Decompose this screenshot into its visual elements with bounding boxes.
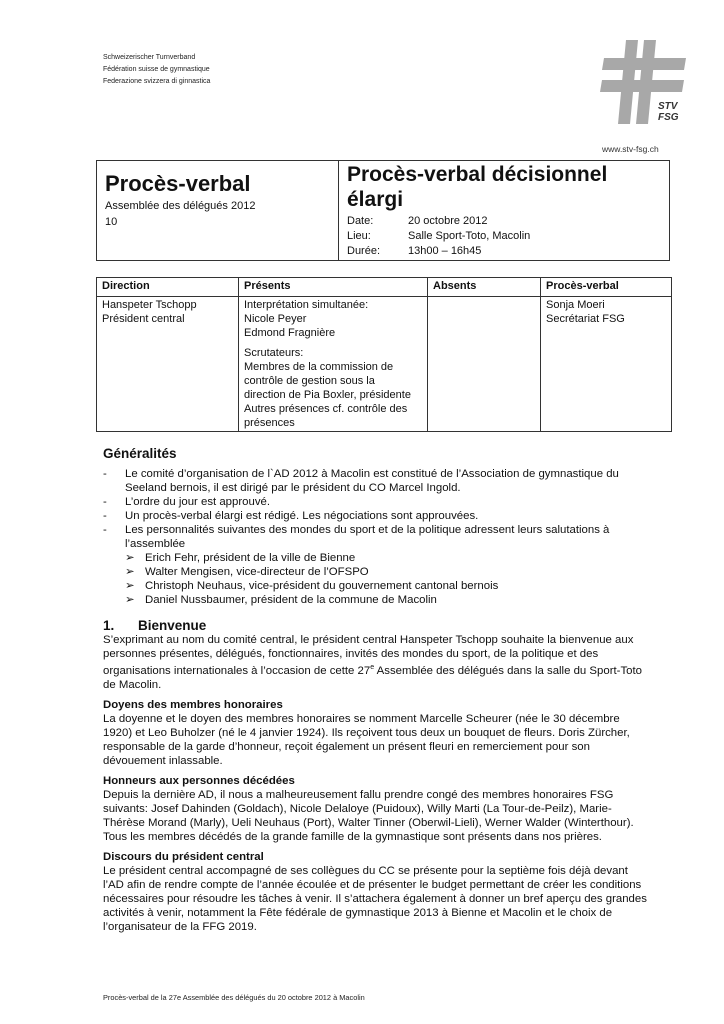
arrow-bullet-icon: ➢ [125,580,135,592]
header-right [339,161,669,259]
subheading-discours: Discours du président central [103,850,264,863]
logo-text-stv: STV [658,101,678,112]
meta-label: Lieu: [347,230,371,242]
col-header-present: Présents [239,278,428,297]
list-item: - L’ordre du jour est approuvé. [103,496,271,508]
section-heading [103,619,651,633]
header-left [97,161,339,260]
meta-value: Salle Sport-Toto, Macolin [408,230,531,242]
org-line-fr: Fédération suisse de gymnastique [103,66,210,73]
cell-absent [428,297,541,432]
col-header-absent: Absents [428,278,541,297]
guest-text: Christoph Neuhaus, vice-président du gouvernement cantonal bernois [145,580,499,592]
present-line: Interprétation simultanée: [244,299,369,311]
section-title-generalites: Généralités [103,446,177,461]
meta-label: Durée: [347,245,381,257]
present-line: contrôle de gestion sous la [244,375,375,387]
meta-date [347,214,661,229]
col-header-minutes: Procès-verbal [541,278,672,297]
section-number: 1. [103,618,115,633]
welcome-text: S’exprimant au nom du comité central, le président central Hanspeter Tschopp souhaite la bienvenue aux personnes présentes, délégués, fonctionnaires, invités des mondes du sport, de la politique et des organisations internationales à l’occasion de cette 27 [103,634,634,677]
list-item-text: L’ordre du jour est approuvé. [125,496,271,508]
present-line: Edmond Fragnière [244,327,336,339]
present-line: Nicole Peyer [244,313,307,325]
table-row [97,297,672,432]
document-body [103,447,651,934]
guest-item [103,593,651,607]
welcome-text-end: Assemblée des délégués dans la salle du Sport-Toto de Macolin. [103,664,642,691]
org-line-de: Schweizerischer Turnverband [103,54,196,61]
subheading-doyens: Doyens des membres honoraires [103,698,283,711]
meta-value: 13h00 – 16h45 [408,245,482,257]
minutes-taker: Sonja Moeri [546,299,605,311]
arrow-bullet-icon: ➢ [125,566,135,578]
website-link[interactable]: www.stv-fsg.ch [602,144,659,154]
guest-text: Daniel Nussbaumer, président de la commune de Macolin [145,594,437,606]
assembly-name: Assemblée des délégués 2012 [105,200,256,212]
meeting-meta [347,214,661,259]
present-line: direction de Pia Boxler, présidente [244,389,411,401]
list-item-text: Les personnalités suivantes des mondes du sport et de la politique adressent leurs salutations à l’assemblée [125,524,610,550]
org-line-it: Federazione svizzera di ginnastica [103,78,211,85]
paragraph-discours: Le président central accompagné de ses collègues du CC se présente pour la septième fois déjà devant l’AD afin de rendre compte de l’année écoulée et de présenter le budget permettant de créer les conditions nécessaires pour résoudre les tâches à venir. Il s’attachera également à donner un bref aperçu des grandes activités à venir, notamment la Fête fédérale de gymnastique 2013 à Bienne et Macolin et le choix de l’organisateur de la FFG 2019. [103,864,647,933]
logo-text-fsg: FSG [658,112,679,123]
list-item: - Les personnalités suivantes des mondes du sport et de la politique adressent leurs salutations à l’assemblée [103,523,651,551]
list-item-text: Le comité d’organisation de l`AD 2012 à Macolin est constitué de l’Association de gymnastique du Seeland bernois, il est dirigé par le président du CO Marcel Ingold. [125,468,619,494]
logo-graphic [600,34,688,124]
guest-text: Erich Fehr, président de la ville de Bienne [145,552,356,564]
table-header-row [97,278,672,297]
list-item-text: Un procès-verbal élargi est rédigé. Les négociations sont approuvées. [125,510,479,522]
stv-fsg-logo [600,34,688,124]
paragraph-honneurs: Depuis la dernière AD, il nous a malheureusement fallu prendre congé des membres honoraires FSG suivants: Josef Dahinden (Goldach), Nicole Delaloye (Puidoux), Willy Marti (La Tour-de-Peilz), Marie-Thérèse Morand (Marly), Ueli Neuhaus (Port), Walter Tinner (Oberwil-Lieli), Werner Walder (Winterthour). Tous les membres décédés de la grande famille de la gymnastique sont présents dans nos prières. [103,788,634,843]
paragraph-doyens: La doyenne et le doyen des membres honoraires se nomment Marcelle Scheurer (née le 30 décembre 1920) et Leo Buholzer (né le 4 janvier 1924). Ils reçoivent tous deux un bouquet de fleurs. Doris Zürcher, responsable de la garde d’honneur, reçoit également un présent fleuri en remerciement pour son dévouement inlassable. [103,712,630,767]
section-bienvenue [103,619,651,934]
meta-value: 20 octobre 2012 [408,215,488,227]
attendance-table [96,277,672,432]
document-title: Procès-verbal [105,171,251,196]
guest-item [103,565,651,579]
direction-role: Président central [102,313,185,325]
subheading-honneurs: Honneurs aux personnes décédées [103,774,295,787]
present-line: Membres de la commission de [244,361,394,373]
section-title: Bienvenue [138,618,207,633]
ordinal-suffix: e [370,664,375,671]
assembly-number: 10 [105,216,118,228]
present-line: Scrutateurs: [244,347,304,359]
cell-direction [97,297,239,432]
header-box [96,160,670,261]
guest-item [103,579,651,593]
guest-item [103,551,651,565]
present-line: Autres présences cf. contrôle des [244,403,408,415]
meta-location [347,229,661,244]
minutes-taker-org: Secrétariat FSG [546,313,625,325]
cell-minutes [541,297,672,432]
meta-label: Date: [347,215,374,227]
col-header-direction: Direction [97,278,239,297]
list-item: - Le comité d’organisation de l`AD 2012 à Macolin est constitué de l’Association de gymnastique du Seeland bernois, il est dirigé par le président du CO Marcel Ingold. [103,467,651,495]
minutes-type-title: Procès-verbal décisionnel élargi [347,163,608,211]
list-item: - Un procès-verbal élargi est rédigé. Les négociations sont approuvées. [103,510,479,522]
arrow-bullet-icon: ➢ [125,552,135,564]
meta-duration [347,244,661,259]
organization-names [103,52,210,88]
direction-name: Hanspeter Tschopp [102,299,197,311]
page-footer: Procès-verbal de la 27e Assemblée des délégués du 20 octobre 2012 à Macolin [103,993,365,1002]
welcome-paragraph [103,633,651,692]
present-line: présences [244,417,295,429]
guest-text: Walter Mengisen, vice-directeur de l’OFSPO [145,566,369,578]
cell-present [239,297,428,432]
arrow-bullet-icon: ➢ [125,594,135,606]
